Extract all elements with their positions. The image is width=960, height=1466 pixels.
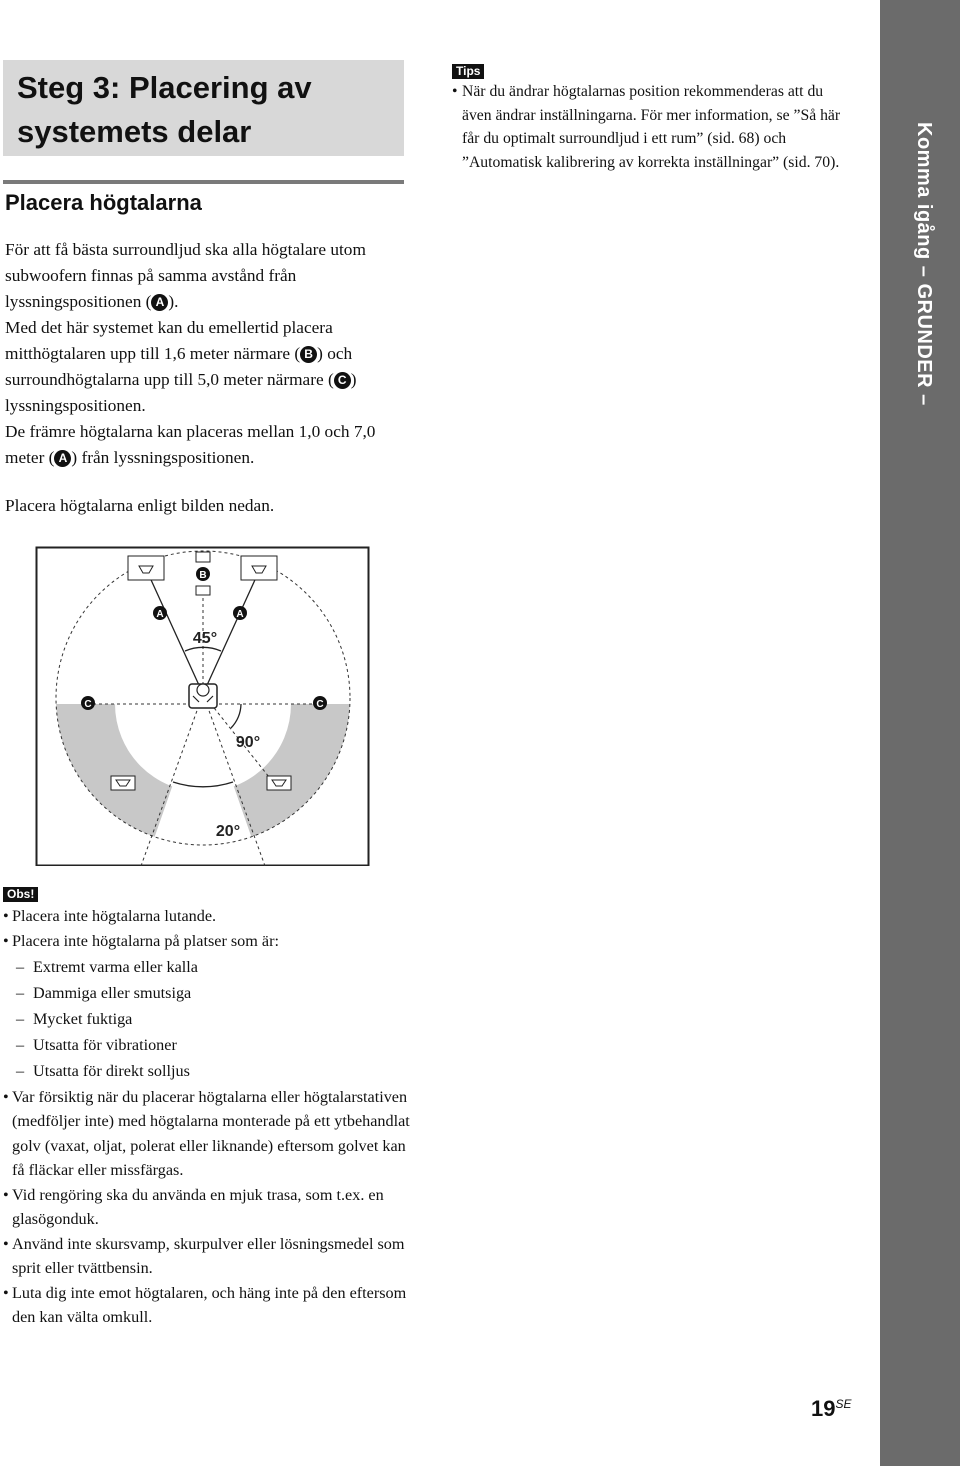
- marker-c-icon: C: [334, 372, 351, 389]
- obs-item-6: Luta dig inte emot högtalaren, och häng inte på den eftersom den kan välta omkull.: [12, 1283, 407, 1326]
- obs-item-1: Placera inte högtalarna lutande.: [12, 907, 217, 925]
- intro-p2b: ) och surroundhögtalarna upp till 5,0 meter närmare (: [5, 344, 353, 389]
- label-a-left-badge: [153, 606, 167, 620]
- marker-b-icon: B: [300, 346, 317, 363]
- obs-bullet: •: [3, 907, 9, 925]
- page-number-value: 19: [811, 1396, 836, 1421]
- front-right-speaker-icon: [241, 556, 277, 580]
- page-number-suffix: SE: [835, 1397, 852, 1411]
- rear-left-speaker-icon: [111, 776, 135, 790]
- tips-content: [452, 80, 852, 174]
- intro-p1a: För att få bästa surroundljud ska alla högtalare utom subwoofern finnas på samma avstånd från lyssningspositionen (: [5, 240, 366, 311]
- obs-item-5: Använd inte skursvamp, skurpulver eller lösningsmedel som sprit eller tvättbensin.: [12, 1234, 405, 1277]
- obs-item-2: Placera inte högtalarna på platser som är:: [12, 931, 279, 950]
- dash-marker: –: [16, 957, 25, 976]
- angle-45-label: 45°: [192, 630, 218, 647]
- intro-p2a: Med det här systemet kan du emellertid placera mitthögtalaren upp till 1,6 meter närmare (: [5, 318, 333, 363]
- obs-item-4: Vid rengöring ska du använda en mjuk trasa, som t.ex. en glasögonduk.: [12, 1185, 384, 1228]
- label-a-right: A: [236, 609, 244, 620]
- surround-zone: [55, 698, 355, 866]
- dash-marker: –: [16, 983, 25, 1002]
- obs-sub-5: Utsatta för direkt solljus: [33, 1061, 190, 1080]
- tips-bullet: •: [452, 83, 458, 100]
- page-title-line-2: systemets delar: [17, 114, 252, 149]
- intro-p3a: De främre högtalarna kan placeras mellan 1,0 och 7,0 meter (: [5, 422, 376, 467]
- angle-20-label: 20°: [215, 823, 241, 840]
- label-b: B: [199, 570, 207, 581]
- marker-a-icon: A: [151, 294, 168, 311]
- page-number: [811, 1396, 852, 1422]
- section-sidebar-label: Komma igång – GRUNDER –: [913, 122, 935, 406]
- page-title: [17, 66, 397, 154]
- obs-sub-4: Utsatta för vibrationer: [33, 1035, 177, 1054]
- page-title-line-1: Steg 3: Placering av: [17, 70, 312, 105]
- obs-badge: Obs!: [3, 887, 38, 902]
- marker-a-icon: A: [54, 450, 71, 467]
- intro-p1b: ).: [168, 292, 179, 311]
- title-box: [3, 60, 404, 156]
- label-c-right: C: [316, 699, 324, 710]
- obs-sub-2: Dammiga eller smutsiga: [33, 983, 192, 1002]
- intro-p2c: ) lyssningspositionen.: [5, 370, 357, 415]
- obs-sub-1: Extremt varma eller kalla: [33, 957, 198, 976]
- dash-marker: –: [16, 1009, 25, 1028]
- placement-instruction: Placera högtalarna enligt bilden nedan.: [5, 496, 275, 515]
- tips-badge: Tips: [452, 64, 484, 79]
- obs-bullet: •: [3, 1087, 9, 1106]
- angle-90-arc: [231, 704, 241, 728]
- obs-sub-3: Mycket fuktiga: [33, 1009, 133, 1028]
- front-left-speaker-icon: [128, 556, 164, 580]
- listener-icon: [189, 684, 217, 708]
- tips-text: När du ändrar högtalarnas position rekommenderas att du även ändrar inställningarna. För mer information, se ”Så här får du optimalt surroundljud i ett rum” (sid. 68) och ”Automatisk kalibrering av korrekta inställningar” (sid. 70).: [462, 83, 841, 171]
- label-a-right-badge: [233, 606, 247, 620]
- obs-bullet: •: [3, 1185, 9, 1204]
- heading-rule: [3, 180, 404, 184]
- label-c-left-badge: [81, 696, 95, 710]
- intro-text: [5, 237, 410, 471]
- obs-bullet: •: [3, 1234, 9, 1253]
- label-b-badge: [196, 567, 210, 581]
- obs-item-3: Var försiktig när du placerar högtalarna eller högtalarstativen (medföljer inte) med högtalarna monterade på ett ytbehandlat golv (vaxat, oljat, polerat eller liknande) eftersom golvet kan få fläckar eller missfärgas.: [12, 1087, 410, 1179]
- intro-p3b: ) från lyssningspositionen.: [71, 448, 255, 467]
- obs-bullet: •: [3, 1283, 9, 1302]
- speaker-placement-diagram: [35, 546, 370, 866]
- obs-bullet: •: [3, 931, 9, 950]
- label-a-left: A: [156, 609, 164, 620]
- angle-90-label: 90°: [235, 734, 261, 751]
- dash-marker: –: [16, 1035, 25, 1054]
- label-c-left: C: [84, 699, 92, 710]
- dash-marker: –: [16, 1061, 25, 1080]
- section-heading: Placera högtalarna: [5, 190, 202, 215]
- obs-list: [3, 904, 413, 1330]
- label-c-right-badge: [313, 696, 327, 710]
- rear-right-speaker-icon: [267, 776, 291, 790]
